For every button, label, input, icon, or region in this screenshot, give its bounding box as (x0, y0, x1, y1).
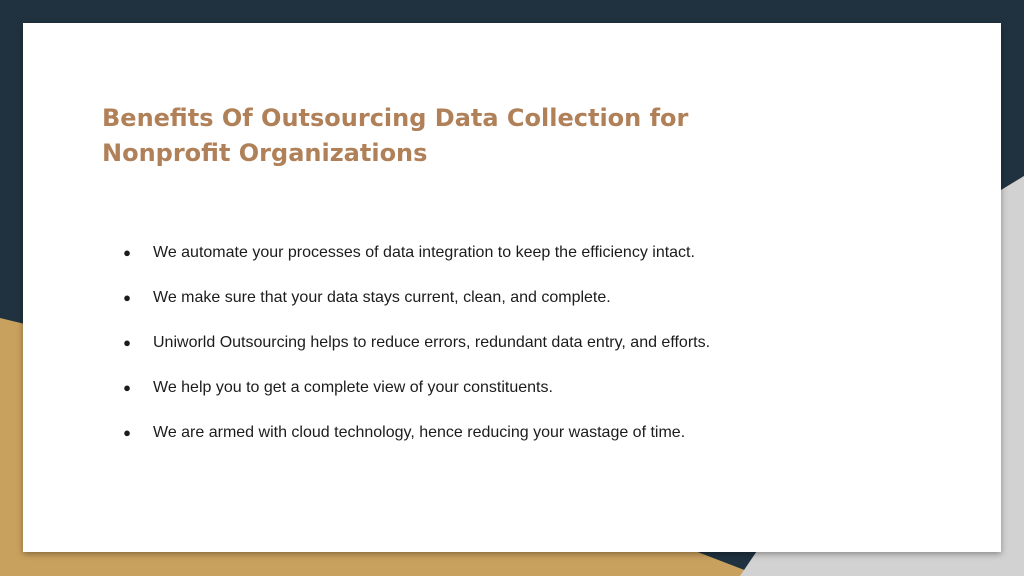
bullet-text: Uniworld Outsourcing helps to reduce errors, redundant data entry, and efforts. (153, 334, 711, 351)
list-item (118, 286, 938, 331)
list-item (118, 241, 938, 286)
list-item (118, 376, 938, 421)
bullet-dot-icon: ● (123, 290, 131, 305)
bullet-dot-icon: ● (123, 245, 131, 260)
slide-card (23, 23, 1001, 552)
bullet-list (118, 241, 938, 466)
bullet-dot-icon: ● (123, 380, 131, 395)
bullet-text: We are armed with cloud technology, hence reducing your wastage of time. (153, 424, 686, 441)
list-item (118, 331, 938, 376)
bullet-dot-icon: ● (123, 335, 131, 350)
bullet-dot-icon: ● (123, 425, 131, 440)
bullet-text: We make sure that your data stays current, clean, and complete. (153, 289, 611, 306)
slide-title: Benefits Of Outsourcing Data Collection for Nonprofit Organizations (102, 104, 689, 167)
list-item (118, 421, 938, 466)
bullet-text: We help you to get a complete view of your constituents. (153, 379, 553, 396)
bullet-text: We automate your processes of data integration to keep the efficiency intact. (153, 244, 695, 261)
